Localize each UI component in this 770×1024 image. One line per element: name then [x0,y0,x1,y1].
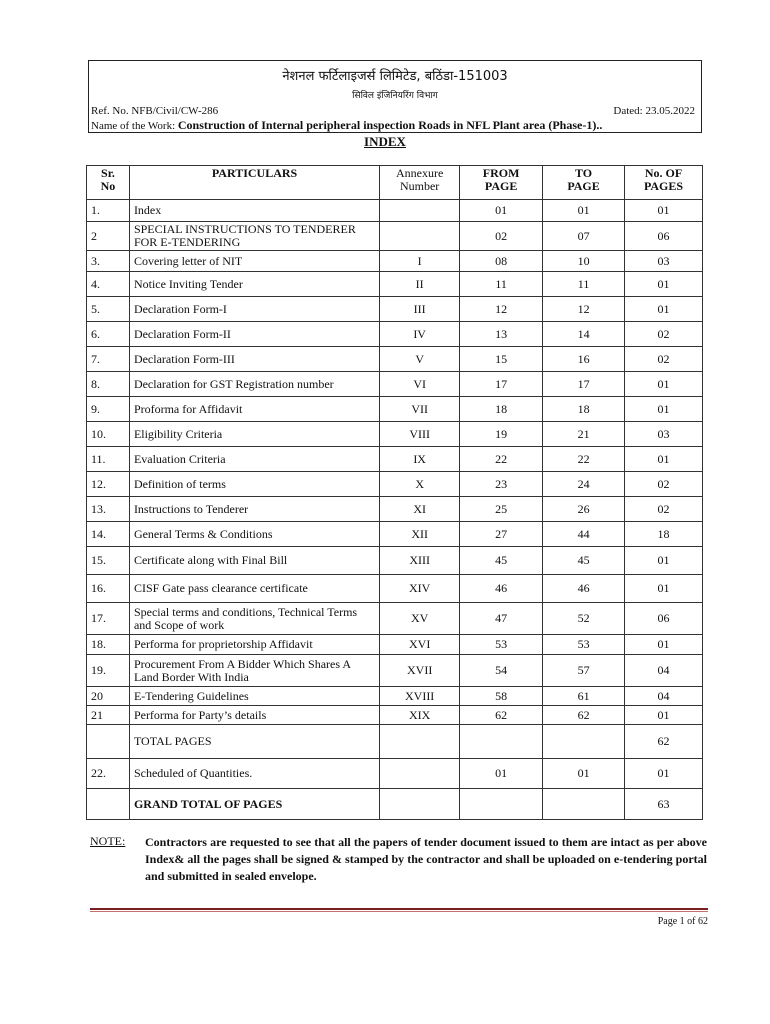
work-name-title: Construction of Internal peripheral inspection Roads in NFL Plant area (Phase-1).. [177,118,603,132]
particulars: Declaration Form-III [129,347,379,372]
sr-number: 19. [87,655,130,687]
from-page: 01 [460,759,543,789]
to-page: 26 [543,497,625,522]
sr-number: 8. [87,372,130,397]
page-count: 02 [625,472,703,497]
particulars: Declaration Form-I [129,297,379,322]
from-page: 27 [460,522,543,547]
table-row [87,522,703,547]
sr-number: 20 [87,687,130,706]
from-page: 25 [460,497,543,522]
page-count: 01 [625,635,703,655]
grand-total-label: GRAND TOTAL OF PAGES [129,789,379,820]
sr-number: 1. [87,200,130,222]
sr-number: 11. [87,447,130,472]
to-page: 53 [543,635,625,655]
to-page: 22 [543,447,625,472]
page-count: 01 [625,272,703,297]
footer-rule [90,908,708,910]
sr-number: 21 [87,706,130,725]
page-count: 02 [625,497,703,522]
particulars: Notice Inviting Tender [129,272,379,297]
note-text: Contractors are requested to see that all the papers of tender document issued to them are intact as per above Index& all the pages shall be signed & stamped by the contractor and shall be uploaded on e-tendering portal and submitted in sealed envelope. [145,835,707,883]
table-row [87,759,703,789]
annexure-number: V [380,347,460,372]
column-header-no-of-pages: No. OF PAGES [625,166,703,200]
annexure-number: III [380,297,460,322]
table-row [87,706,703,725]
from-page: 11 [460,272,543,297]
from-page: 54 [460,655,543,687]
grand-total-value: 63 [625,789,703,820]
annexure-number: XII [380,522,460,547]
from-page: 19 [460,422,543,447]
empty-cell [380,725,460,759]
from-page: 23 [460,472,543,497]
annexure-number: XV [380,603,460,635]
from-page: 12 [460,297,543,322]
sr-number: 6. [87,322,130,347]
to-page: 61 [543,687,625,706]
sr-number: 12. [87,472,130,497]
empty-cell [87,725,130,759]
total-pages-value: 62 [625,725,703,759]
sr-number: 10. [87,422,130,447]
annexure-number: XIV [380,575,460,603]
sr-number: 5. [87,297,130,322]
annexure-number: XVII [380,655,460,687]
from-page: 01 [460,200,543,222]
page-count: 01 [625,575,703,603]
reference-number: Ref. No. NFB/Civil/CW-286 [91,105,219,117]
header-box [88,60,702,133]
to-page: 62 [543,706,625,725]
particulars: General Terms & Conditions [129,522,379,547]
to-page: 16 [543,347,625,372]
index-heading: INDEX [364,134,406,149]
annexure-number [380,200,460,222]
to-page: 52 [543,603,625,635]
table-row [87,635,703,655]
annexure-number: X [380,472,460,497]
to-page: 12 [543,297,625,322]
page-count: 01 [625,297,703,322]
to-page: 57 [543,655,625,687]
department-name-hindi: सिविल इंजिनियरिंग विभाग [352,91,438,101]
sr-number: 7. [87,347,130,372]
particulars: Declaration for GST Registration number [129,372,379,397]
to-page: 11 [543,272,625,297]
table-row [87,272,703,297]
from-page: 18 [460,397,543,422]
table-row [87,200,703,222]
index-table [86,165,703,820]
empty-cell [380,789,460,820]
work-name-label: Name of the Work: [91,120,176,132]
table-row [87,655,703,687]
table-row [87,347,703,372]
page-count: 01 [625,372,703,397]
page-count: 01 [625,759,703,789]
page-count: 04 [625,687,703,706]
to-page: 45 [543,547,625,575]
particulars: Evaluation Criteria [129,447,379,472]
particulars: CISF Gate pass clearance certificate [129,575,379,603]
table-row [87,472,703,497]
to-page: 21 [543,422,625,447]
from-page: 62 [460,706,543,725]
annexure-number: XI [380,497,460,522]
particulars: Declaration Form-II [129,322,379,347]
to-page: 44 [543,522,625,547]
annexure-number: XVI [380,635,460,655]
page-count: 01 [625,547,703,575]
particulars: Scheduled of Quantities. [129,759,379,789]
from-page: 15 [460,347,543,372]
column-header-annexure: Annexure Number [380,166,460,200]
annexure-number: XVIII [380,687,460,706]
index-table-body [87,200,703,820]
annexure-number: I [380,251,460,272]
table-row [87,497,703,522]
sr-number: 4. [87,272,130,297]
page-count: 01 [625,397,703,422]
to-page: 24 [543,472,625,497]
empty-cell [460,725,543,759]
sr-number: 22. [87,759,130,789]
from-page: 02 [460,222,543,251]
page-count: 01 [625,706,703,725]
column-header-from-page: FROM PAGE [460,166,543,200]
particulars: SPECIAL INSTRUCTIONS TO TENDERER FOR E-TENDERING [129,222,379,251]
table-row [87,447,703,472]
table-row [87,547,703,575]
sr-number: 16. [87,575,130,603]
from-page: 45 [460,547,543,575]
table-row [87,372,703,397]
from-page: 58 [460,687,543,706]
table-row [87,575,703,603]
page-count: 03 [625,422,703,447]
from-page: 46 [460,575,543,603]
to-page: 01 [543,759,625,789]
to-page: 07 [543,222,625,251]
table-row [87,222,703,251]
table-header-row [87,166,703,200]
page-count: 06 [625,603,703,635]
annexure-number: XIII [380,547,460,575]
page-count: 18 [625,522,703,547]
from-page: 47 [460,603,543,635]
annexure-number: IV [380,322,460,347]
from-page: 53 [460,635,543,655]
particulars: E-Tendering Guidelines [129,687,379,706]
annexure-number: VI [380,372,460,397]
empty-cell [460,789,543,820]
particulars: Performa for proprietorship Affidavit [129,635,379,655]
table-row [87,297,703,322]
particulars: Procurement From A Bidder Which Shares A Land Border With India [129,655,379,687]
empty-cell [87,789,130,820]
particulars: Covering letter of NIT [129,251,379,272]
table-row [87,397,703,422]
column-header-to-page: TO PAGE [543,166,625,200]
from-page: 08 [460,251,543,272]
annexure-number: VIII [380,422,460,447]
to-page: 18 [543,397,625,422]
total-pages-label: TOTAL PAGES [129,725,379,759]
sr-number: 17. [87,603,130,635]
page-count: 01 [625,447,703,472]
particulars: Instructions to Tenderer [129,497,379,522]
total-pages-row [87,725,703,759]
page-count: 02 [625,322,703,347]
page-count: 03 [625,251,703,272]
to-page: 46 [543,575,625,603]
sr-number: 2 [87,222,130,251]
from-page: 13 [460,322,543,347]
footer-rule-thin [90,911,708,912]
sr-number: 18. [87,635,130,655]
annexure-number: II [380,272,460,297]
sr-number: 3. [87,251,130,272]
annexure-number [380,222,460,251]
page-count: 04 [625,655,703,687]
to-page: 10 [543,251,625,272]
particulars: Certificate along with Final Bill [129,547,379,575]
to-page: 14 [543,322,625,347]
particulars: Definition of terms [129,472,379,497]
table-row [87,251,703,272]
page-number: Page 1 of 62 [657,916,708,927]
work-name-line [91,118,602,133]
page-count: 06 [625,222,703,251]
particulars: Eligibility Criteria [129,422,379,447]
to-page: 17 [543,372,625,397]
page-count: 02 [625,347,703,372]
company-name-hindi: नेशनल फर्टिलाइजर्स लिमिटेड, बठिंडा-151003 [282,69,508,84]
annexure-number: XIX [380,706,460,725]
column-header-particulars: PARTICULARS [129,166,379,200]
particulars: Index [129,200,379,222]
page-count: 01 [625,200,703,222]
sr-number: 9. [87,397,130,422]
table-row [87,603,703,635]
grand-total-row [87,789,703,820]
annexure-number: IX [380,447,460,472]
sr-number: 13. [87,497,130,522]
particulars: Special terms and conditions, Technical Terms and Scope of work [129,603,379,635]
annexure-number [380,759,460,789]
particulars: Performa for Party’s details [129,706,379,725]
sr-number: 14. [87,522,130,547]
document-date: Dated: 23.05.2022 [613,105,695,117]
table-row [87,422,703,447]
column-header-sr: Sr. No [87,166,130,200]
to-page: 01 [543,200,625,222]
table-row [87,322,703,347]
empty-cell [543,789,625,820]
sr-number: 15. [87,547,130,575]
note-label: NOTE: [90,834,126,848]
from-page: 22 [460,447,543,472]
particulars: Proforma for Affidavit [129,397,379,422]
from-page: 17 [460,372,543,397]
table-row [87,687,703,706]
empty-cell [543,725,625,759]
annexure-number: VII [380,397,460,422]
